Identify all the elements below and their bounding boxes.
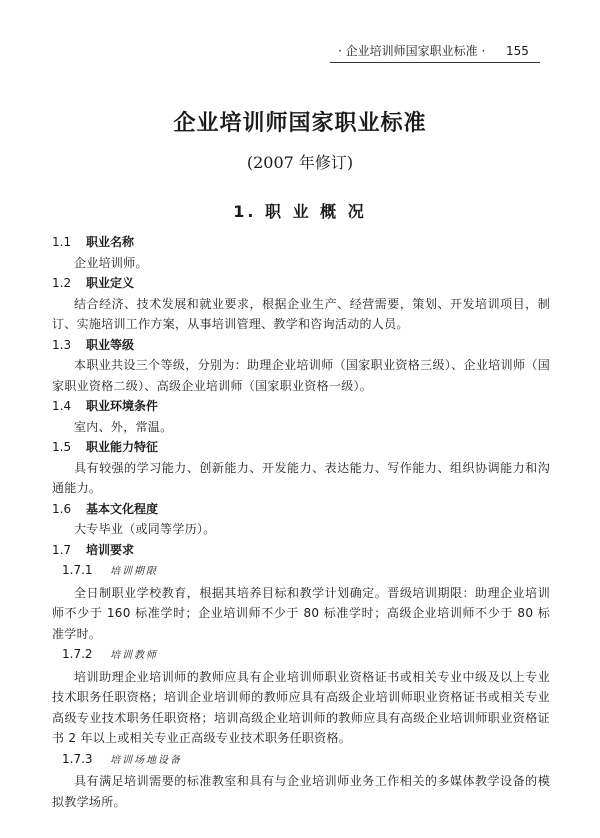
section-number: 1. bbox=[233, 202, 257, 221]
heading-number: 1.7.1 bbox=[62, 563, 93, 577]
section-title: 职 业 概 况 bbox=[265, 202, 367, 221]
heading-label: 职业定义 bbox=[86, 276, 135, 290]
sub-subsection-heading bbox=[52, 644, 550, 667]
paragraph: 结合经济、技术发展和就业要求，根据企业生产、经营需要，策划、开发培训项目，制订、实施培训工作方案，从事培训管理、教学和咨询活动的人员。 bbox=[52, 296, 550, 331]
paragraph: 大专毕业（或同等学历）。 bbox=[74, 522, 216, 536]
heading-label: 培训教师 bbox=[110, 650, 158, 661]
paragraph: 企业培训师。 bbox=[74, 255, 148, 270]
heading-number: 1.7 bbox=[52, 542, 72, 557]
section-heading bbox=[0, 199, 600, 222]
running-title: · 企业培训师国家职业标准 · bbox=[338, 44, 486, 58]
paragraph: 本职业共设三个等级，分别为：助理企业培训师（国家职业资格三级）、企业培训师（国家职业资格二级）、高级企业培训师（国家职业资格一级）。 bbox=[52, 358, 550, 393]
paragraph: 室内、外，常温。 bbox=[74, 419, 173, 434]
sub-subsection-heading bbox=[52, 749, 550, 772]
paragraph: 培训助理企业培训师的教师应具有企业培训师职业资格证书或相关专业中级及以上专业技术职务任职资格；培训企业培训师的教师应具有高级企业培训师职业资格证书或相关专业高级专业技术职务任职资格；培训高级企业培训师的教师应具有高级企业培训师职业资格证书 2 年以上或相关专业正高级专业技术职务任职资格。 bbox=[52, 669, 550, 745]
heading-number: 1.1 bbox=[52, 235, 72, 249]
heading-label: 培训场地设备 bbox=[110, 754, 182, 766]
heading-number: 1.4 bbox=[52, 399, 72, 413]
heading-label: 职业环境条件 bbox=[86, 399, 159, 413]
heading-number: 1.5 bbox=[52, 440, 72, 454]
page-subtitle: (2007 年修订) bbox=[246, 153, 354, 172]
heading-number: 1.7.3 bbox=[62, 751, 93, 766]
subsection-heading bbox=[52, 499, 550, 520]
page-number: 155 bbox=[506, 44, 529, 58]
heading-number: 1.6 bbox=[52, 501, 72, 516]
heading-number: 1.3 bbox=[52, 337, 72, 352]
page-title: 企业培训师国家职业标准 bbox=[173, 110, 427, 136]
heading-label: 职业名称 bbox=[86, 235, 135, 249]
subsection-heading bbox=[52, 396, 550, 417]
subsection-heading bbox=[52, 540, 550, 561]
running-header bbox=[330, 40, 540, 63]
sub-subsection-heading bbox=[52, 560, 550, 583]
heading-label: 职业等级 bbox=[86, 337, 135, 352]
document-body bbox=[52, 232, 550, 812]
subsection-heading bbox=[52, 437, 550, 458]
heading-label: 培训期限 bbox=[110, 566, 158, 577]
paragraph: 具有满足培训需要的标准教室和具有与企业培训师业务工作相关的多媒体教学设备的模拟教学场所。 bbox=[52, 774, 550, 809]
paragraph: 全日制职业学校教育，根据其培养目标和教学计划确定。晋级培训期限：助理企业培训师不少于 160 标准学时；企业培训师不少于 80 标准学时；高级企业培训师不少于 80 标准学时。 bbox=[52, 585, 550, 641]
heading-number: 1.2 bbox=[52, 276, 72, 290]
heading-label: 基本文化程度 bbox=[86, 501, 159, 516]
heading-number: 1.7.2 bbox=[62, 647, 93, 661]
heading-label: 培训要求 bbox=[86, 542, 135, 557]
heading-label: 职业能力特征 bbox=[86, 440, 159, 454]
subsection-heading bbox=[52, 232, 550, 253]
paragraph: 具有较强的学习能力、创新能力、开发能力、表达能力、写作能力、组织协调能力和沟通能力。 bbox=[52, 460, 550, 495]
subsection-heading bbox=[52, 273, 550, 294]
subsection-heading bbox=[52, 335, 550, 356]
